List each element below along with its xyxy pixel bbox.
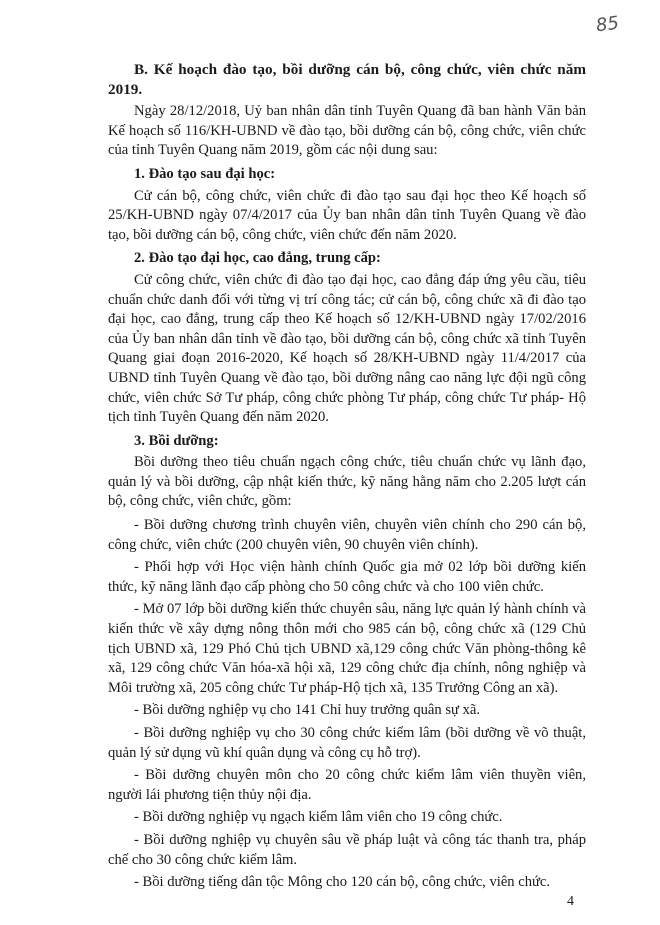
bullet-item: - Bồi dưỡng nghiệp vụ cho 30 công chức kiểm lâm (bồi dưỡng về võ thuật, quản lý sử dụng vũ khí quân dụng và công cụ hỗ trợ). [108,725,586,761]
intro-paragraph: Ngày 28/12/2018, Uỷ ban nhân dân tỉnh Tuyên Quang đã ban hành Văn bản Kế hoạch số 116/KH-UBND về đào tạo, bồi dưỡng cán bộ, công chức, viên chức của tỉnh Tuyên Quang năm 2019, gồm các nội dung sau: [108,103,586,159]
subsection-2-text: Cử công chức, viên chức đi đào tạo đại học, cao đẳng đáp ứng yêu cầu, tiêu chuẩn chức danh đối với từng vị trí công tác; cử cán bộ, công chức xã đi đào tạo đại học, cao đẳng, trung cấp theo Kế hoạch số 12/KH-UBND ngày 17/02/2016 của Ủy ban nhân dân tỉnh về đào tạo, bồi dưỡng cán bộ, công chức xã tỉnh Tuyên Quang giai đoạn 2016-2020, Kế hoạch số 28/KH-UBND ngày 11/4/2017 của UBND tỉnh Tuyên Quang về đào tạo, bồi dưỡng nâng cao năng lực đội ngũ công chức, viên chức Sở Tư pháp, công chức phòng Tư pháp, công chức Tư pháp- Hộ tịch tỉnh Tuyên Quang đến năm 2020. [108,271,586,426]
bullet-item: - Bồi dưỡng chương trình chuyên viên, chuyên viên chính cho 290 cán bộ, công chức, viên chức (200 chuyên viên, 90 chuyên viên chính). [108,517,586,553]
subsection-3-text: Bồi dưỡng theo tiêu chuẩn ngạch công chức, tiêu chuẩn chức vụ lãnh đạo, quản lý và bồi dưỡng, cập nhật kiến thức, kỹ năng hằng năm cho 2.205 lượt cán bộ, công chức, viên chức, gồm: [108,454,586,510]
document-body [108,60,586,896]
handwritten-page-mark: 85 [594,12,621,37]
bullet-item: - Bồi dưỡng nghiệp vụ chuyên sâu về pháp luật và công tác thanh tra, pháp chế cho 30 công chức kiểm lâm. [108,831,586,868]
section-title: B. Kế hoạch đào tạo, bồi dưỡng cán bộ, công chức, viên chức năm 2019. [108,61,586,98]
bullet-item: - Mở 07 lớp bồi dưỡng kiến thức chuyên sâu, năng lực quản lý hành chính và kiến thức về xây dựng nông thôn mới cho 985 cán bộ, công chức xã (129 Chủ tịch UBND xã, 129 Phó Chủ tịch UBND xã,129 công chức Văn phòng-thông kê xã, 129 công chức Văn hóa-xã hội xã, 129 công chức địa chính, nông nghiệp và Môi trường xã, 205 công chức Tư pháp-Hộ tịch xã, 135 Trưởng Công an xã). [108,601,586,696]
subsection-1-text: Cử cán bộ, công chức, viên chức đi đào tạo sau đại học theo Kế hoạch số 25/KH-UBND ngày 07/4/2017 của Ủy ban nhân dân tỉnh Tuyên Quang về đào tạo, bồi dưỡng cán bộ, công chức, viên chức đến năm 2020. [108,187,586,243]
bullet-item: - Bồi dưỡng tiếng dân tộc Mông cho 120 cán bộ, công chức, viên chức. [134,874,551,891]
subsection-3-title: 3. Bồi dưỡng: [134,432,219,449]
bullet-item: - Bồi dưỡng chuyên môn cho 20 công chức kiểm lâm viên thuyền viên, người lái phương tiện thủy nội địa. [108,767,586,803]
subsection-2-title: 2. Đào tạo đại học, cao đẳng, trung cấp: [134,250,381,267]
bullet-item: - Bồi dưỡng nghiệp vụ ngạch kiểm lâm viên cho 19 công chức. [134,809,503,826]
bullet-item: - Phối hợp với Học viện hành chính Quốc gia mở 02 lớp bồi dưỡng kiến thức, kỹ năng lãnh đạo cấp phòng cho 50 công chức và cho 100 viên chức. [108,559,586,595]
bullet-item: - Bồi dưỡng nghiệp vụ cho 141 Chỉ huy trưởng quân sự xã. [134,702,481,719]
subsection-1-title: 1. Đào tạo sau đại học: [134,165,276,182]
page-number: 4 [567,894,574,909]
